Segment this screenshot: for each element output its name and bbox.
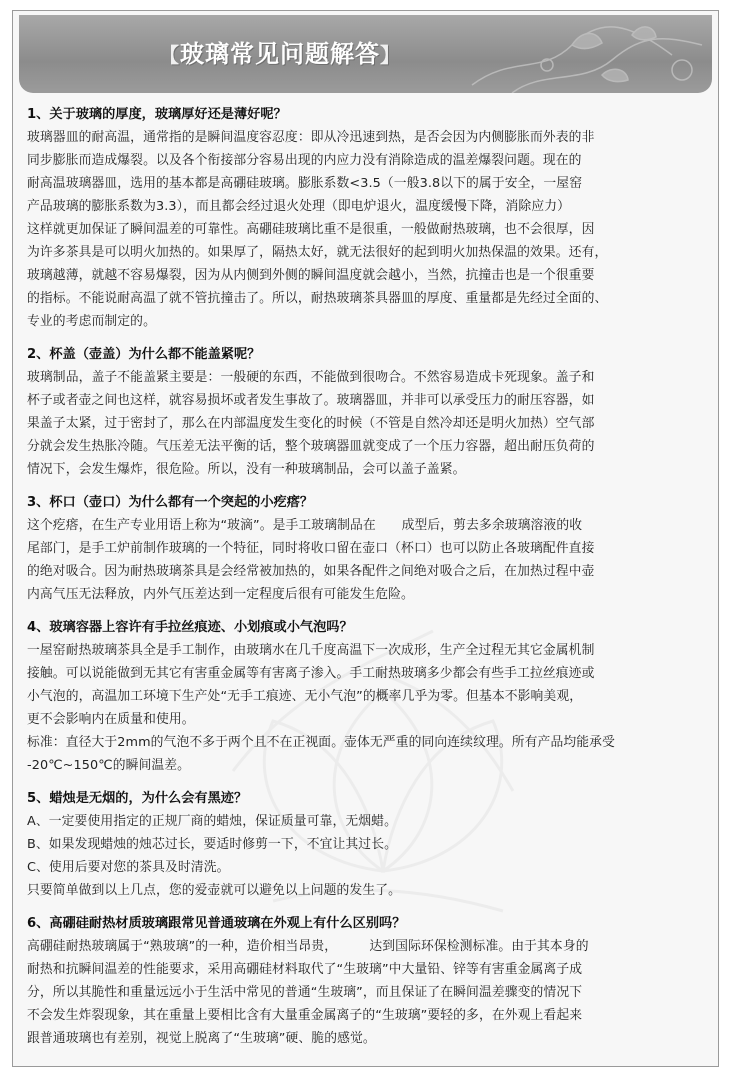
answer-line: 只要简单做到以上几点，您的爱壶就可以避免以上问题的发生了。 [27, 883, 402, 898]
faq-section-1 [27, 104, 707, 333]
document-page [12, 10, 719, 1067]
answer-paragraph [27, 126, 707, 333]
answer-line: 产品玻璃的膨胀系数为3.3），而且都会经过退火处理（即电炉退火，温度缓慢下降，消除应力） [27, 199, 571, 214]
answer-line: 分，所以其脆性和重量远远小于生活中常见的普通“生玻璃”，而且保证了在瞬间温差骤变的情况下 [27, 985, 583, 1000]
question-title: 3、杯口（壶口）为什么都有一个突起的小疙瘩？ [27, 495, 314, 510]
answer-line: 专业的考虑而制定的。 [27, 314, 156, 329]
answer-line: 为许多茶具是可以明火加热的。如果厚了，隔热太好，就无法很好的起到明火加热保温的效果。还有， [27, 245, 608, 260]
question-title: 2、杯盖（壶盖）为什么都不能盖紧呢？ [27, 347, 261, 362]
answer-line: B、如果发现蜡烛的烛芯过长，要适时修剪一下，不宜让其过长。 [27, 837, 397, 852]
question-title: 4、玻璃容器上容许有手拉丝痕迹、小划痕或小气泡吗？ [27, 620, 353, 635]
answer-line: 跟普通玻璃也有差别，视觉上脱离了“生玻璃”硬、脆的感觉。 [27, 1031, 376, 1046]
answer-line: 果盖子太紧，过于密封了，那么在内部温度发生变化的时候（不管是自然冷却还是明火加热）空气部 [27, 416, 595, 431]
faq-section-2 [27, 344, 707, 481]
title-text: 玻璃常见问题解答 [180, 40, 380, 68]
faq-section-6 [27, 913, 707, 1050]
page-title [159, 34, 401, 69]
answer-paragraph [27, 639, 707, 777]
question-title: 5、蜡烛是无烟的，为什么会有黑迹？ [27, 791, 248, 806]
answer-paragraph [27, 366, 707, 481]
question-title: 6、高硼硅耐热材质玻璃跟常见普通玻璃在外观上有什么区别吗？ [27, 916, 406, 931]
faq-section-5 [27, 788, 707, 902]
title-bracket-open: 【 [159, 43, 180, 67]
answer-line: 玻璃越薄，就越不容易爆裂，因为从内侧到外侧的瞬间温度就会越小，当然，抗撞击也是一个很重要 [27, 268, 595, 283]
answer-line: 高硼硅耐热玻璃属于“熟玻璃”的一种，造价相当昂贵， 达到国际环保检测标准。由于其本身的 [27, 939, 589, 954]
answer-paragraph [27, 810, 707, 902]
answer-line: 同步膨胀而造成爆裂。以及各个衔接部分容易出现的内应力没有消除造成的温差爆裂问题。现在的 [27, 153, 582, 168]
header-banner [19, 15, 712, 93]
answer-line: 小气泡的，高温加工环境下生产处“无手工痕迹、无小气泡”的概率几乎为零。但基本不影响美观， [27, 689, 583, 704]
answer-line: 耐热和抗瞬间温差的性能要求，采用高硼硅材料取代了“生玻璃”中大量铅、锌等有害重金属离子成 [27, 962, 583, 977]
question-title: 1、关于玻璃的厚度，玻璃厚好还是薄好呢？ [27, 107, 287, 122]
answer-line: 杯子或者壶之间也这样，就容易损坏或者发生事故了。玻璃器皿，并非可以承受压力的耐压容器，如 [27, 393, 595, 408]
answer-line: 这个疙瘩，在生产专业用语上称为“玻滴”。是手工玻璃制品在 成型后，剪去多余玻璃溶液的收 [27, 518, 583, 533]
answer-line: 的指标。不能说耐高温了就不管抗撞击了。所以，耐热玻璃茶具器皿的厚度、重量都是先经过全面的、 [27, 291, 608, 306]
answer-line: 的绝对吸合。因为耐热玻璃茶具是会经常被加热的，如果各配件之间绝对吸合之后，在加热过程中壶 [27, 564, 595, 579]
answer-line: 玻璃器皿的耐高温，通常指的是瞬间温度容忍度：即从冷迅速到热，是否会因为内侧膨胀而外表的非 [27, 130, 595, 145]
answer-paragraph [27, 514, 707, 606]
floral-decoration-icon [452, 15, 712, 93]
answer-line: 这样就更加保证了瞬间温差的可靠性。高硼硅玻璃比重不是很重，一般做耐热玻璃，也不会很厚，因 [27, 222, 595, 237]
faq-content [27, 104, 707, 1061]
answer-line: 分就会发生热胀冷随。气压差无法平衡的话，整个玻璃器皿就变成了一个压力容器，超出耐压负荷的 [27, 439, 595, 454]
answer-line: 更不会影响内在质量和使用。 [27, 712, 195, 727]
answer-line: 一屋窑耐热玻璃茶具全是手工制作，由玻璃水在几千度高温下一次成形，生产全过程无其它金属机制 [27, 643, 595, 658]
title-bracket-close: 】 [380, 43, 401, 67]
answer-line: C、使用后要对您的茶具及时清洗。 [27, 860, 230, 875]
answer-paragraph [27, 935, 707, 1050]
answer-line: 不会发生炸裂现象，其在重量上要相比含有大量重金属离子的“生玻璃”要轻的多，在外观上看起来 [27, 1008, 583, 1023]
answer-line: 接触。可以说能做到无其它有害重金属等有害离子渗入。手工耐热玻璃多少都会有些手工拉丝痕迹或 [27, 666, 595, 681]
faq-section-4 [27, 617, 707, 777]
answer-line: 尾部门，是手工炉前制作玻璃的一个特征，同时将收口留在壶口（杯口）也可以防止各玻璃配件直接 [27, 541, 595, 556]
answer-line: 情况下，会发生爆炸，很危险。所以，没有一种玻璃制品，会可以盖子盖紧。 [27, 462, 466, 477]
faq-section-3 [27, 492, 707, 606]
answer-line: A、一定要使用指定的正规厂商的蜡烛，保证质量可靠，无烟蜡。 [27, 814, 397, 829]
answer-line: 标准：直径大于2mm的气泡不多于两个且不在正视面。壶体无严重的同向连续纹理。所有产品均能承受 [27, 735, 615, 750]
answer-line: 玻璃制品，盖子不能盖紧主要是：一般硬的东西，不能做到很吻合。不然容易造成卡死现象。盖子和 [27, 370, 595, 385]
answer-line: -20℃~150℃的瞬间温差。 [27, 758, 191, 773]
answer-line: 内高气压无法释放，内外气压差达到一定程度后很有可能发生危险。 [27, 587, 414, 602]
answer-line: 耐高温玻璃器皿，选用的基本都是高硼硅玻璃。膨胀系数<3.5（一般3.8以下的属于安全，一屋窑 [27, 176, 583, 191]
